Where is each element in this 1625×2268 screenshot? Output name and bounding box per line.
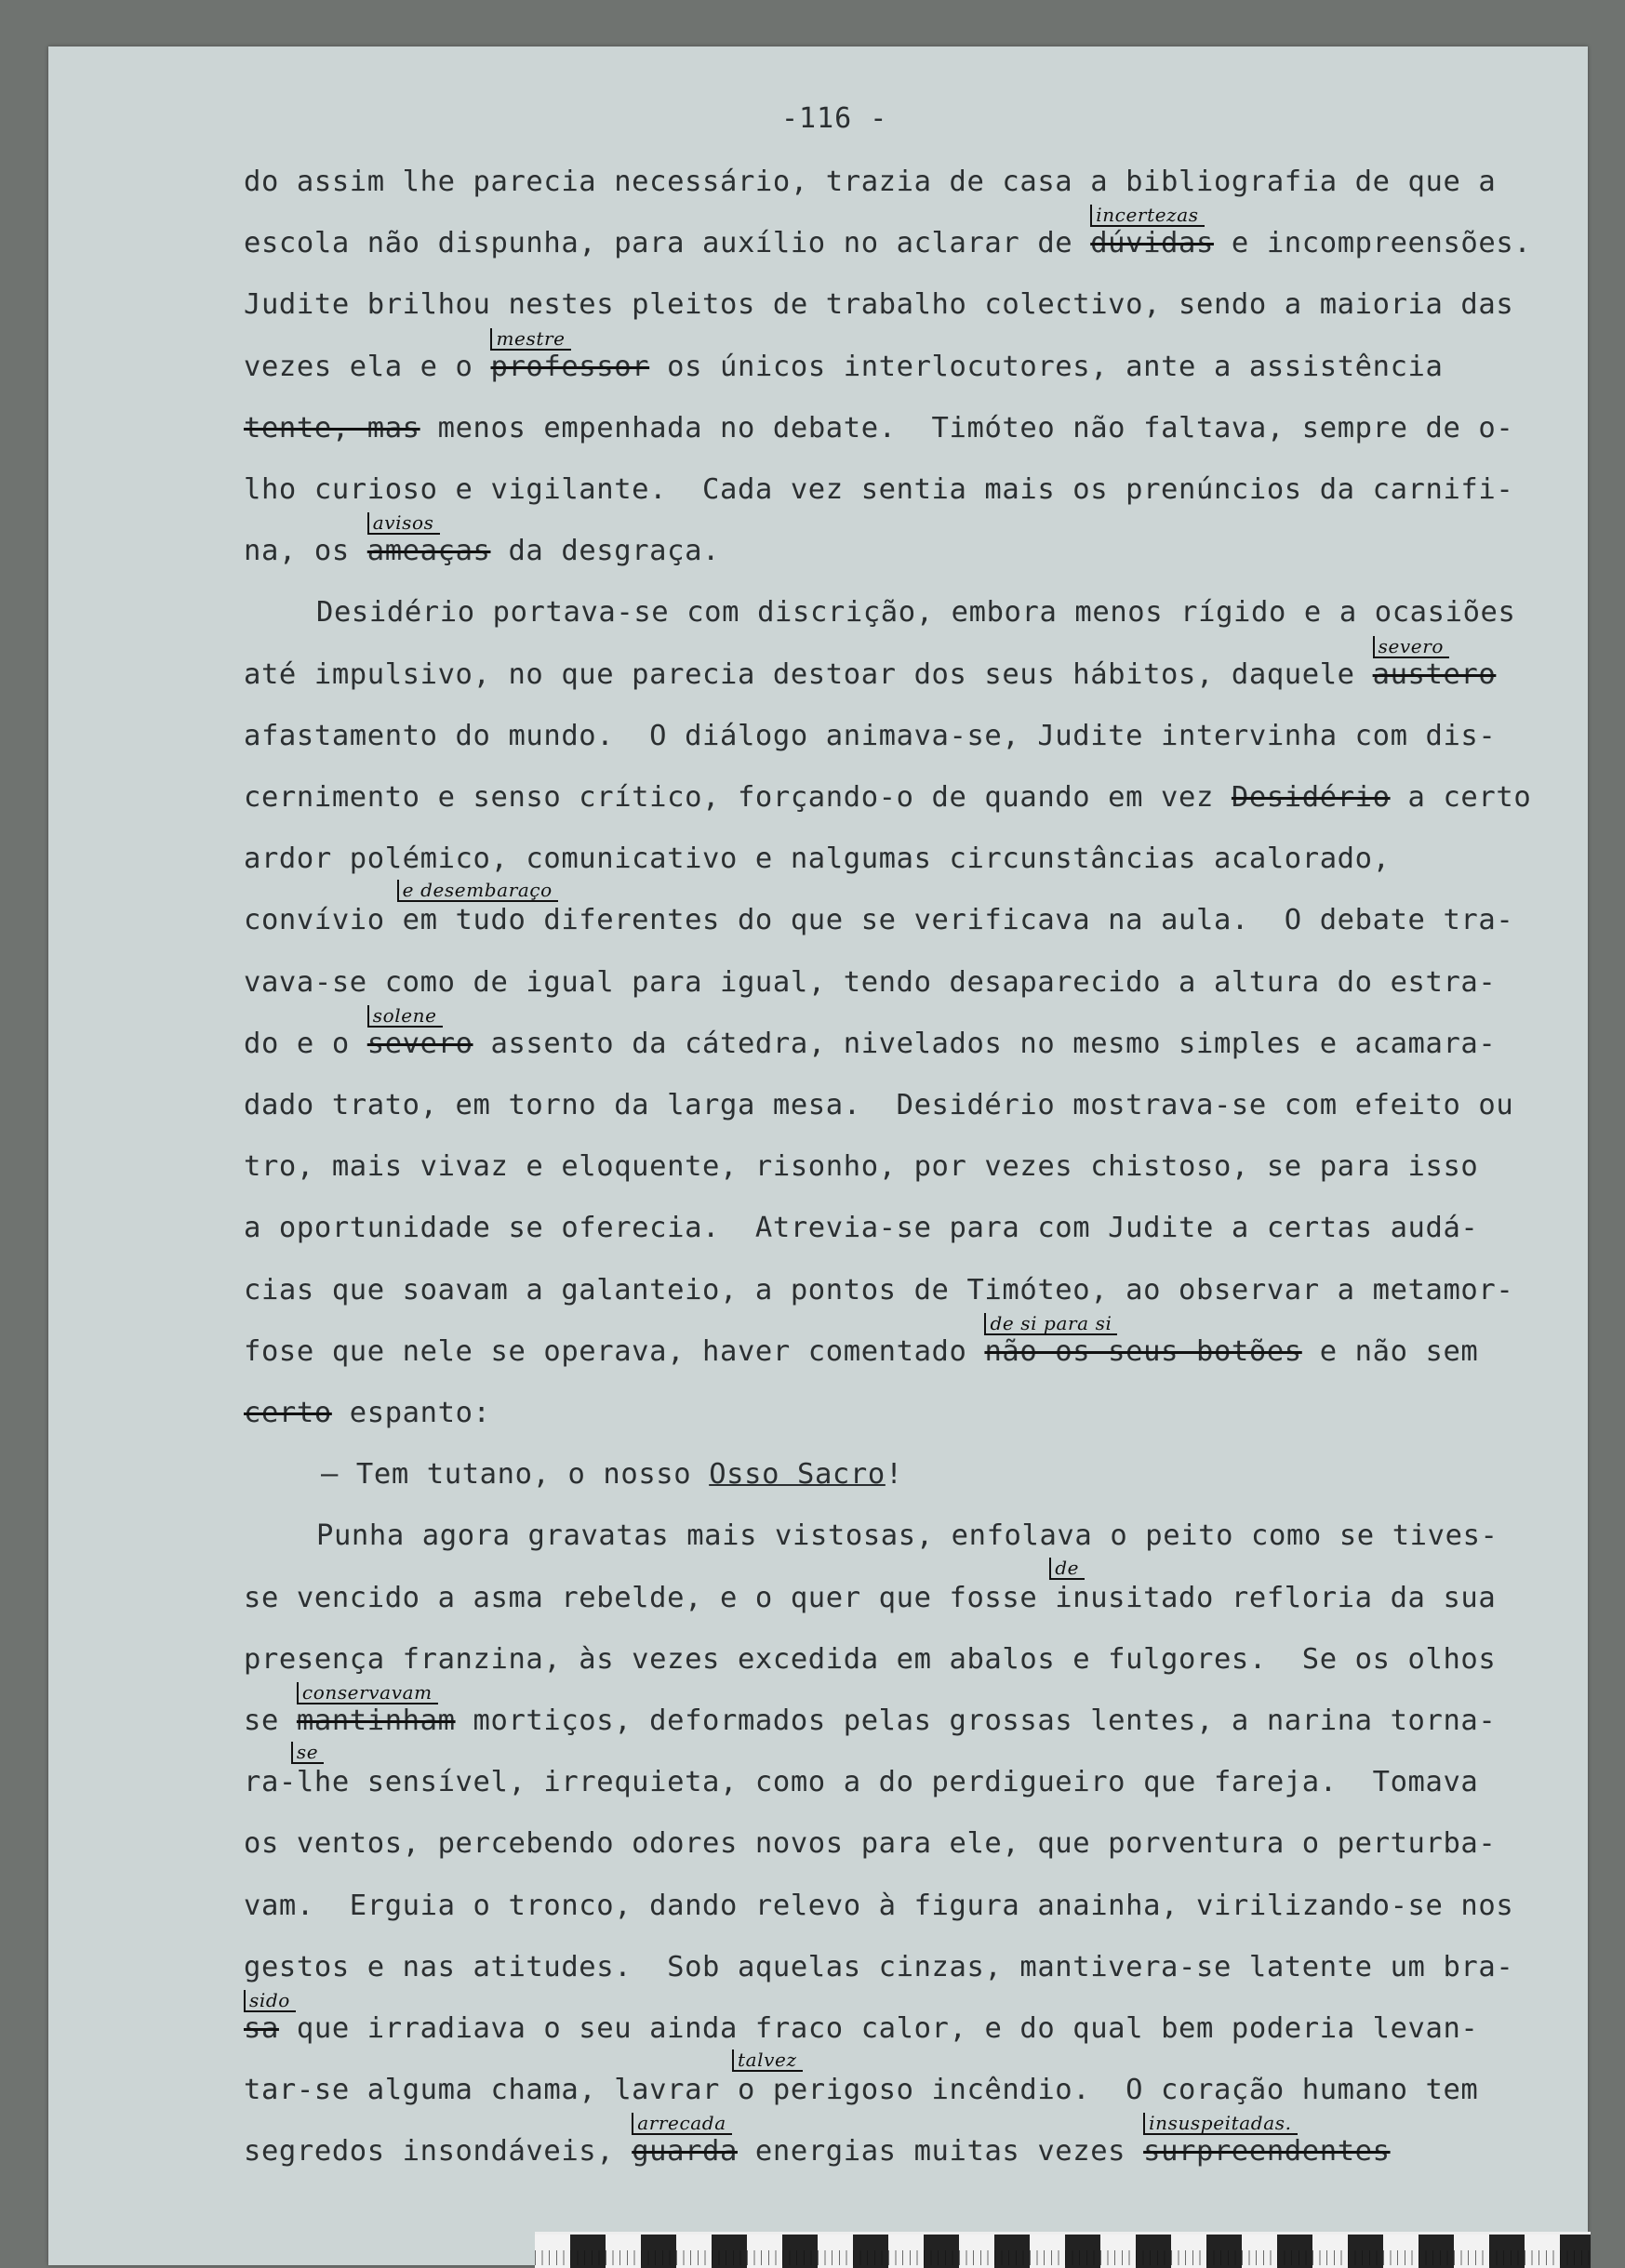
struck-word: mantinham conservavam	[296, 1681, 456, 1737]
text-line	[244, 964, 1583, 1001]
struck-word: certo	[244, 1397, 332, 1429]
text-line	[244, 1087, 1583, 1124]
line-text: — Tem tutano, o nosso	[321, 1458, 710, 1492]
struck-word: sa sido	[244, 2012, 279, 2045]
text-line	[244, 1311, 1583, 1371]
line-text: lho curioso e vigilante. Cada vez sentia mais os prenúncios da carnifi-	[244, 473, 1514, 506]
line-text: segredos insondáveis,	[244, 2135, 633, 2169]
text-line	[244, 204, 1583, 262]
text-line	[244, 511, 1583, 570]
page-number: -116 -	[781, 102, 888, 135]
line-text: tro, mais vivaz e eloquente, risonho, por vezes chistoso, se para isso	[244, 1150, 1479, 1184]
struck-word: tente, mas	[244, 411, 420, 444]
text-line	[316, 1518, 1625, 1555]
handwritten-insertion: talvez	[732, 2049, 803, 2072]
struck-word: dúvidas incertezas	[1090, 204, 1214, 260]
line-text: a certo	[1390, 781, 1532, 814]
text-line	[244, 634, 1583, 694]
text-line	[244, 326, 1583, 386]
line-text: Punha agora gravatas mais vistosas, enfolava o peito como se tives-	[316, 1519, 1498, 1553]
struck-word: ameaças avisos	[366, 511, 491, 568]
handwritten-insertion: incertezas	[1090, 205, 1204, 227]
struck-word: surpreendentes insuspeitadas.	[1143, 2112, 1391, 2169]
struck-word: austero severo	[1372, 634, 1497, 691]
text-line	[244, 1741, 1583, 1801]
line-text: do assim lhe parecia necessário, trazia de casa a bibliografia de que a	[244, 166, 1497, 198]
line-text: lhe sensível, irrequieta, como a do perdigueiro que fareja. Tomava	[296, 1766, 1479, 1799]
text-line	[244, 1003, 1583, 1063]
line-text: cias que soavam a galanteio, a pontos de Timóteo, ao observar a metamor-	[244, 1273, 1514, 1306]
line-text: Judite brilhou nestes pleitos de trabalho colectivo, sendo a maioria das	[244, 288, 1514, 322]
line-text: que irradiava o seu ainda fraco calor, e do qual bem poderia levan-	[278, 2012, 1479, 2045]
text-line	[316, 594, 1625, 631]
underlined-name: Osso Sacro	[709, 1458, 886, 1492]
line-text: vava-se como de igual para igual, tendo desaparecido a altura do estra-	[244, 965, 1497, 999]
struck-word: severo solene	[366, 1003, 473, 1060]
line-text: convívio	[244, 904, 403, 937]
text-line	[244, 879, 1583, 939]
line-text: inusitado refloria da sua	[1055, 1581, 1497, 1614]
line-text: vezes ela e o	[244, 350, 491, 383]
struck-word: Desidério	[1231, 781, 1391, 814]
line-text: do e o	[244, 1027, 367, 1060]
text-line	[244, 1949, 1583, 1986]
text-line	[244, 164, 1583, 201]
text-line	[244, 1395, 1583, 1432]
text-line	[244, 2112, 1583, 2170]
text-line	[244, 1210, 1583, 1247]
line-text: ra-	[244, 1766, 297, 1799]
line-text: ardor polémico, comunicativo e nalgumas circunstâncias acalorado,	[244, 842, 1391, 876]
line-text: assento da cátedra, nivelados no mesmo simples e acamara-	[473, 1027, 1497, 1060]
scale-ruler-ticks	[535, 2250, 1591, 2265]
text-line	[321, 1456, 1625, 1493]
text-line	[244, 779, 1583, 816]
line-text: da desgraça.	[490, 535, 721, 568]
handwritten-insertion: conservavam	[297, 1682, 438, 1704]
text-line	[244, 471, 1583, 509]
handwritten-insertion: de si para si	[984, 1313, 1117, 1335]
handwritten-insertion: severo	[1373, 636, 1449, 658]
line-text: Desidério portava-se com discrição, embora menos rígido e a ocasiões	[316, 596, 1516, 630]
line-text: se	[244, 1704, 297, 1737]
handwritten-insertion: e desembaraço	[397, 880, 558, 902]
handwritten-insertion: se	[291, 1742, 324, 1764]
text-line	[244, 1825, 1583, 1863]
line-text: e incompreensões.	[1213, 227, 1532, 260]
line-text: os ventos, percebendo odores novos para ele, que porventura o perturba-	[244, 1827, 1497, 1861]
line-text: espanto:	[331, 1397, 491, 1429]
struck-word: não os seus botões de si para si	[984, 1311, 1302, 1368]
text-line	[244, 1556, 1583, 1617]
struck-word: professor mestre	[490, 326, 650, 383]
handwritten-insertion: sido	[244, 1990, 296, 2012]
handwritten-insertion: solene	[367, 1005, 443, 1028]
handwritten-insertion: de	[1049, 1558, 1085, 1580]
line-text: vam. Erguia o tronco, dando relevo à figura anainha, virilizando-se nos	[244, 1889, 1514, 1922]
handwritten-insertion: insuspeitadas.	[1143, 2113, 1297, 2135]
text-line	[244, 1681, 1583, 1740]
line-text: energias muitas vezes	[737, 2135, 1144, 2169]
line-text: !	[885, 1458, 903, 1492]
text-line	[244, 410, 1583, 447]
line-text: cernimento e senso crítico, forçando-o de quando em vez	[244, 781, 1232, 814]
text-line	[244, 841, 1583, 878]
line-text: escola não dispunha, para auxílio no aclarar de	[244, 227, 1091, 260]
text-line	[244, 1989, 1583, 2048]
text-line	[244, 1641, 1583, 1678]
handwritten-insertion: avisos	[367, 512, 440, 535]
line-text: menos empenhada no debate. Timóteo não faltava, sempre de o-	[420, 411, 1514, 444]
line-text: fose que nele se operava, haver comentado	[244, 1334, 985, 1368]
line-text: dado trato, em torno da larga mesa. Desidério mostrava-se com efeito ou	[244, 1089, 1514, 1121]
line-text: presença franzina, às vezes excedida em abalos e fulgores. Se os olhos	[244, 1642, 1497, 1676]
struck-word: guarda arrecada	[632, 2112, 738, 2169]
line-text: os únicos interlocutores, ante a assistência	[649, 350, 1444, 383]
text-line	[244, 1888, 1583, 1925]
line-text: até impulsivo, no que parecia destoar dos seus hábitos, daquele	[244, 657, 1373, 691]
text-line	[244, 2049, 1583, 2109]
line-text: na, os	[244, 535, 367, 568]
line-text: e não sem	[1301, 1334, 1479, 1368]
line-text: afastamento do mundo. O diálogo animava-se, Judite intervinha com dis-	[244, 719, 1497, 752]
line-text: a oportunidade se oferecia. Atrevia-se para com Judite a certas audá-	[244, 1212, 1479, 1245]
text-line	[244, 1272, 1583, 1309]
line-text: gestos e nas atitudes. Sob aquelas cinzas, mantivera-se latente um bra-	[244, 1950, 1514, 1983]
handwritten-insertion: mestre	[490, 328, 570, 351]
text-line	[244, 718, 1583, 755]
line-text: mortiços, deformados pelas grossas lentes, a narina torna-	[455, 1704, 1497, 1737]
text-line	[244, 286, 1583, 324]
line-text: o perigoso incêndio. O coração humano tem	[737, 2074, 1479, 2107]
line-text: se vencido a asma rebelde, e o quer que fosse	[244, 1581, 1056, 1614]
line-text: tar-se alguma chama, lavrar	[244, 2074, 738, 2107]
line-text: em tudo diferentes do que se verificava na aula. O debate tra-	[402, 904, 1514, 937]
handwritten-insertion: arrecada	[632, 2113, 732, 2135]
text-line	[244, 1148, 1583, 1186]
